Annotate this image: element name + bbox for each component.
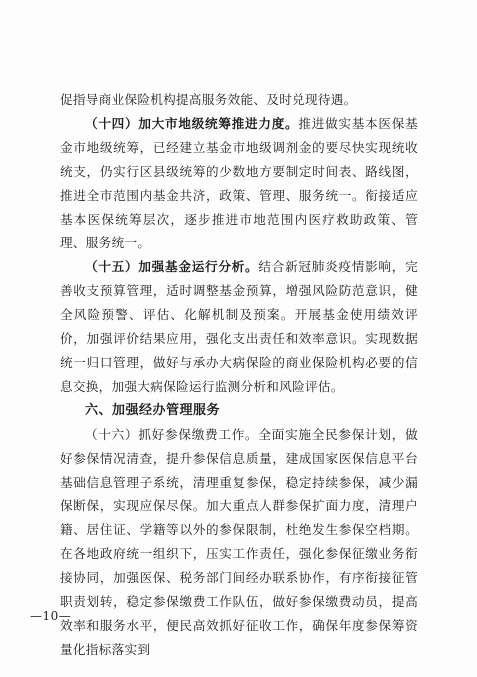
paragraph-16-body: 抓好参保缴费工作。全面实施全民参保计划，做好参保情况清查，提升参保信息质量，建成国家医保信息平台基础信息管理子系统，清理重复参保，稳定持续参保，减少漏保断保，实现应保尽保。加大重点人群参保扩面力度，清理户籍、居住证、学籍等以外的参保限制，杜绝发生参保空档期。在各地政府统一组织下，压实工作责任，强化参保征缴业务衔接协同，加强医保、税务部门间经办联系协作，有序衔接征管职责划转，稳定参保缴费工作队伍，做好参保缴费动员，提高效率和服务水平，便民高效抓好征收工作，确保年度参保筹资量化指标落实到 (60, 426, 418, 657)
paragraph-15-lead: （十五）加强基金运行分析。 (85, 259, 259, 275)
paragraph-14-lead: （十四）加大市地级统筹推进力度。 (85, 115, 299, 131)
paragraph-15-body: 结合新冠肺炎疫情影响，完善收支预算管理，适时调整基金预算，增强风险防范意识，健全风险预警、评估、化解机制及预案。开展基金使用绩效评价，加强评价结果应用，强化支出责任和效率意识。实现数据统一归口管理，做好与承办大病保险的商业保险机构必要的信息交换，加强大病保险运行监测分析和风险评估。 (60, 259, 418, 394)
continuation-paragraph (60, 88, 418, 112)
continuation-text: 促指导商业保险机构提高服务效能、及时兑现待遇。 (60, 92, 357, 107)
page-number: —10— (30, 609, 72, 623)
paragraph-15 (60, 255, 418, 398)
section-heading: 六、加强经办管理服务 (85, 402, 221, 418)
paragraph-14 (60, 112, 418, 255)
paragraph-16 (60, 423, 418, 662)
paragraph-14-body: 推进做实基本医保基金市地级统筹，已经建立基金市地级调剂金的要尽快实现统收统支，仍实行区县级统筹的少数地方要制定时间表、路线图，推进全市范围内基金共济，政策、管理、服务统一。衔接适应基本医保统筹层次，逐步推进市地范围内医疗救助政策、管理、服务统一。 (60, 115, 418, 251)
document-body (60, 88, 418, 662)
paragraph-16-lead: （十六） (85, 426, 139, 442)
